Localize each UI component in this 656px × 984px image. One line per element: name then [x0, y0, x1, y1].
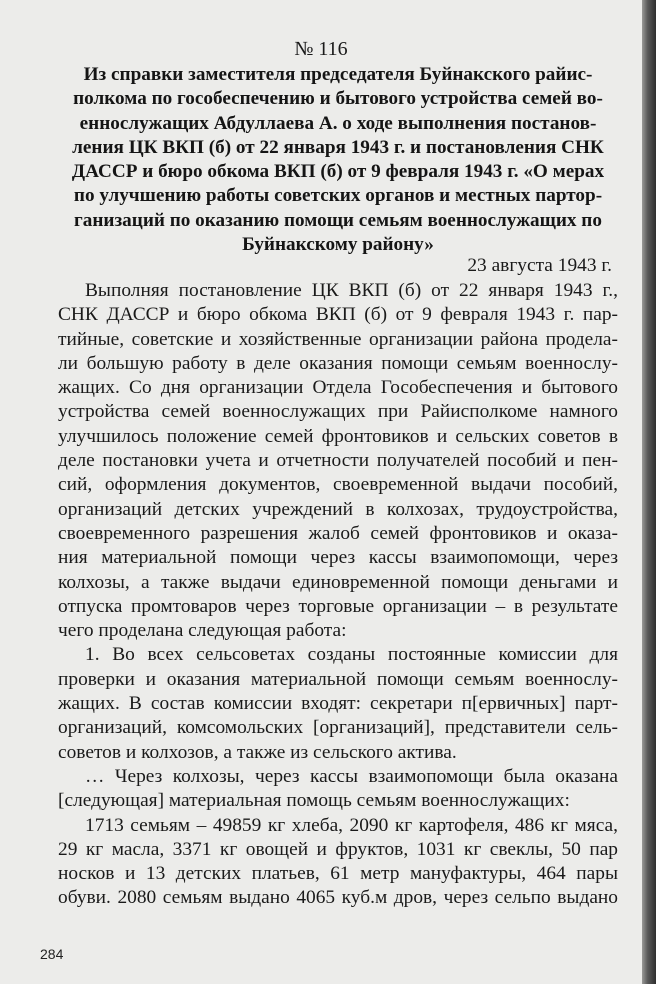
body-line: отпуска промтоваров через торговые организации – в результате: [58, 595, 618, 617]
body-line: сий, оформления документов, своевременной выдачи пособий,: [58, 474, 618, 496]
body-line: организаций детских учреждений в колхозах, трудоустройства,: [58, 498, 618, 520]
body-line: 1713 семьям – 49859 кг хлеба, 2090 кг картофеля, 486 кг мяса,: [85, 814, 618, 836]
body-line: СНК ДАССР и бюро обкома ВКП (б) от 9 февраля 1943 г. пар-: [58, 304, 618, 326]
body-line: советов и колхозов, а также из сельского актива.: [58, 741, 457, 763]
title-line: Из справки заместителя председателя Буйнакского райис-: [83, 64, 593, 85]
body-line: организаций, комсомольских [организаций], представители сель-: [58, 717, 618, 739]
title-line: по улучшению работы советских органов и местных партор-: [73, 185, 603, 207]
body-line: обуви. 2080 семьям выдано 4065 куб.м дров, через сельпо выдано: [58, 887, 618, 909]
body-line: [следующая] материальная помощь семьям военнослужащих:: [58, 790, 570, 812]
document-number: № 116: [294, 38, 348, 60]
body-line: колхозы, а также выдачи единовременной помощи деньгами и: [58, 571, 618, 593]
book-spine-shadow: [642, 0, 656, 984]
body-line: своевременного разрешения жалоб семей фронтовиков и оказа-: [58, 522, 618, 544]
title-line: Буйнакскому району»: [242, 234, 434, 256]
title-line: ДАССР и бюро обкома ВКП (б) от 9 февраля 1943 г. «О мерах: [71, 161, 605, 183]
title-line: ганизаций по оказанию помощи семьям военнослужащих по: [74, 209, 602, 231]
page-number: 284: [40, 946, 64, 962]
body-line: проверки и оказания материальной помощи семьям военнослу-: [58, 668, 618, 690]
body-line: тийные, советские и хозяйственные организации района проделa-: [58, 328, 618, 350]
body-line: жащих. Со дня организации Отдела Гособеспечения и бытового: [58, 377, 618, 399]
body-line: носков и 13 детских платьев, 61 метр мануфактуры, 464 пары: [58, 863, 618, 885]
body-line: деле постановки учета и отчетности получателей пособий и пен-: [58, 450, 618, 472]
title-line: еннослужащих Абдуллаева А. о ходе выполнения постанов-: [79, 112, 597, 134]
body-line: ния материальной помощи через кассы взаимопомощи, через: [58, 547, 618, 569]
body-line: … Через колхозы, через кассы взаимопомощи была оказана: [85, 765, 618, 787]
document-body: [58, 279, 618, 911]
document-date: 23 августа 1943 г.: [467, 255, 612, 276]
title-line: ления ЦК ВКП (б) от 22 января 1943 г. и постановления СНК: [72, 136, 604, 158]
document-title: [58, 63, 618, 257]
body-line: ли большую работу в деле оказания помощи семьям военнослу-: [58, 352, 618, 374]
body-line: 29 кг масла, 3371 кг овощей и фруктов, 1031 кг свеклы, 50 пар: [58, 838, 618, 860]
body-line: улучшилось положение семей фронтовиков и сельских советов в: [58, 425, 618, 447]
body-line: чего проделана следующая работа:: [58, 620, 347, 642]
body-line: жащих. В состав комиссии входят: секретари п[ервичных] парт-: [58, 693, 618, 715]
body-line: Выполняя постановление ЦК ВКП (б) от 22 января 1943 г.,: [85, 280, 618, 301]
title-line: полкома по гособеспечению и бытового устройства семей во-: [73, 88, 603, 110]
body-line: 1. Во всех сельсоветах созданы постоянные комиссии для: [85, 644, 618, 666]
body-line: устройства семей военнослужащих при Райисполкоме намного: [58, 401, 618, 423]
